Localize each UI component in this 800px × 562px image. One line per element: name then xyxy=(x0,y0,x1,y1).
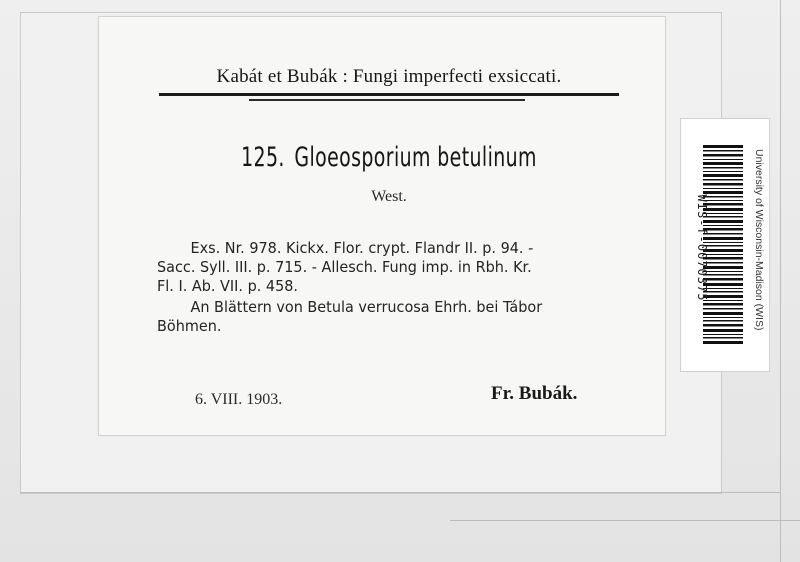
locality xyxy=(157,298,603,336)
collection-date: 6. VIII. 1903. xyxy=(195,391,283,408)
title-rule xyxy=(159,93,619,96)
locality-line: An Blättern von Betula verrucosa Ehrh. bei Tábor xyxy=(190,298,543,316)
reference-line: Sacc. Syll. III. p. 715. - Allesch. Fung imp. in Rbh. Kr. xyxy=(157,258,532,276)
barcode-bars xyxy=(703,145,743,345)
exsiccata-number: 125. xyxy=(241,142,285,173)
collector: Fr. Bubák. xyxy=(491,383,578,404)
barcode-institution: University of Wisconsin-Madison (WIS) xyxy=(753,149,765,331)
barcode-id: WIS-f-0070375 xyxy=(695,194,709,302)
species-heading xyxy=(210,142,569,173)
barcode-graphic xyxy=(703,145,743,345)
reference-line: Fl. I. Ab. VII. p. 458. xyxy=(157,277,298,295)
species-author: West. xyxy=(371,188,407,205)
title-underline xyxy=(249,99,525,101)
references xyxy=(157,239,603,296)
barcode-label xyxy=(680,118,770,372)
sheet-bottom-edge xyxy=(450,520,800,521)
locality-line: Böhmen. xyxy=(157,317,222,335)
packet-edge-line xyxy=(20,492,780,493)
barcode-id-wrapper xyxy=(689,173,709,425)
reference-line: Exs. Nr. 978. Kickx. Flor. crypt. Flandr II. p. 94. - xyxy=(190,239,534,257)
specimen-label xyxy=(98,16,666,436)
species-name: Gloeosporium betulinum xyxy=(294,142,537,173)
series-title: Kabát et Bubák : Fungi imperfecti exsiccati. xyxy=(216,66,562,87)
packet-right-edge xyxy=(780,0,781,562)
